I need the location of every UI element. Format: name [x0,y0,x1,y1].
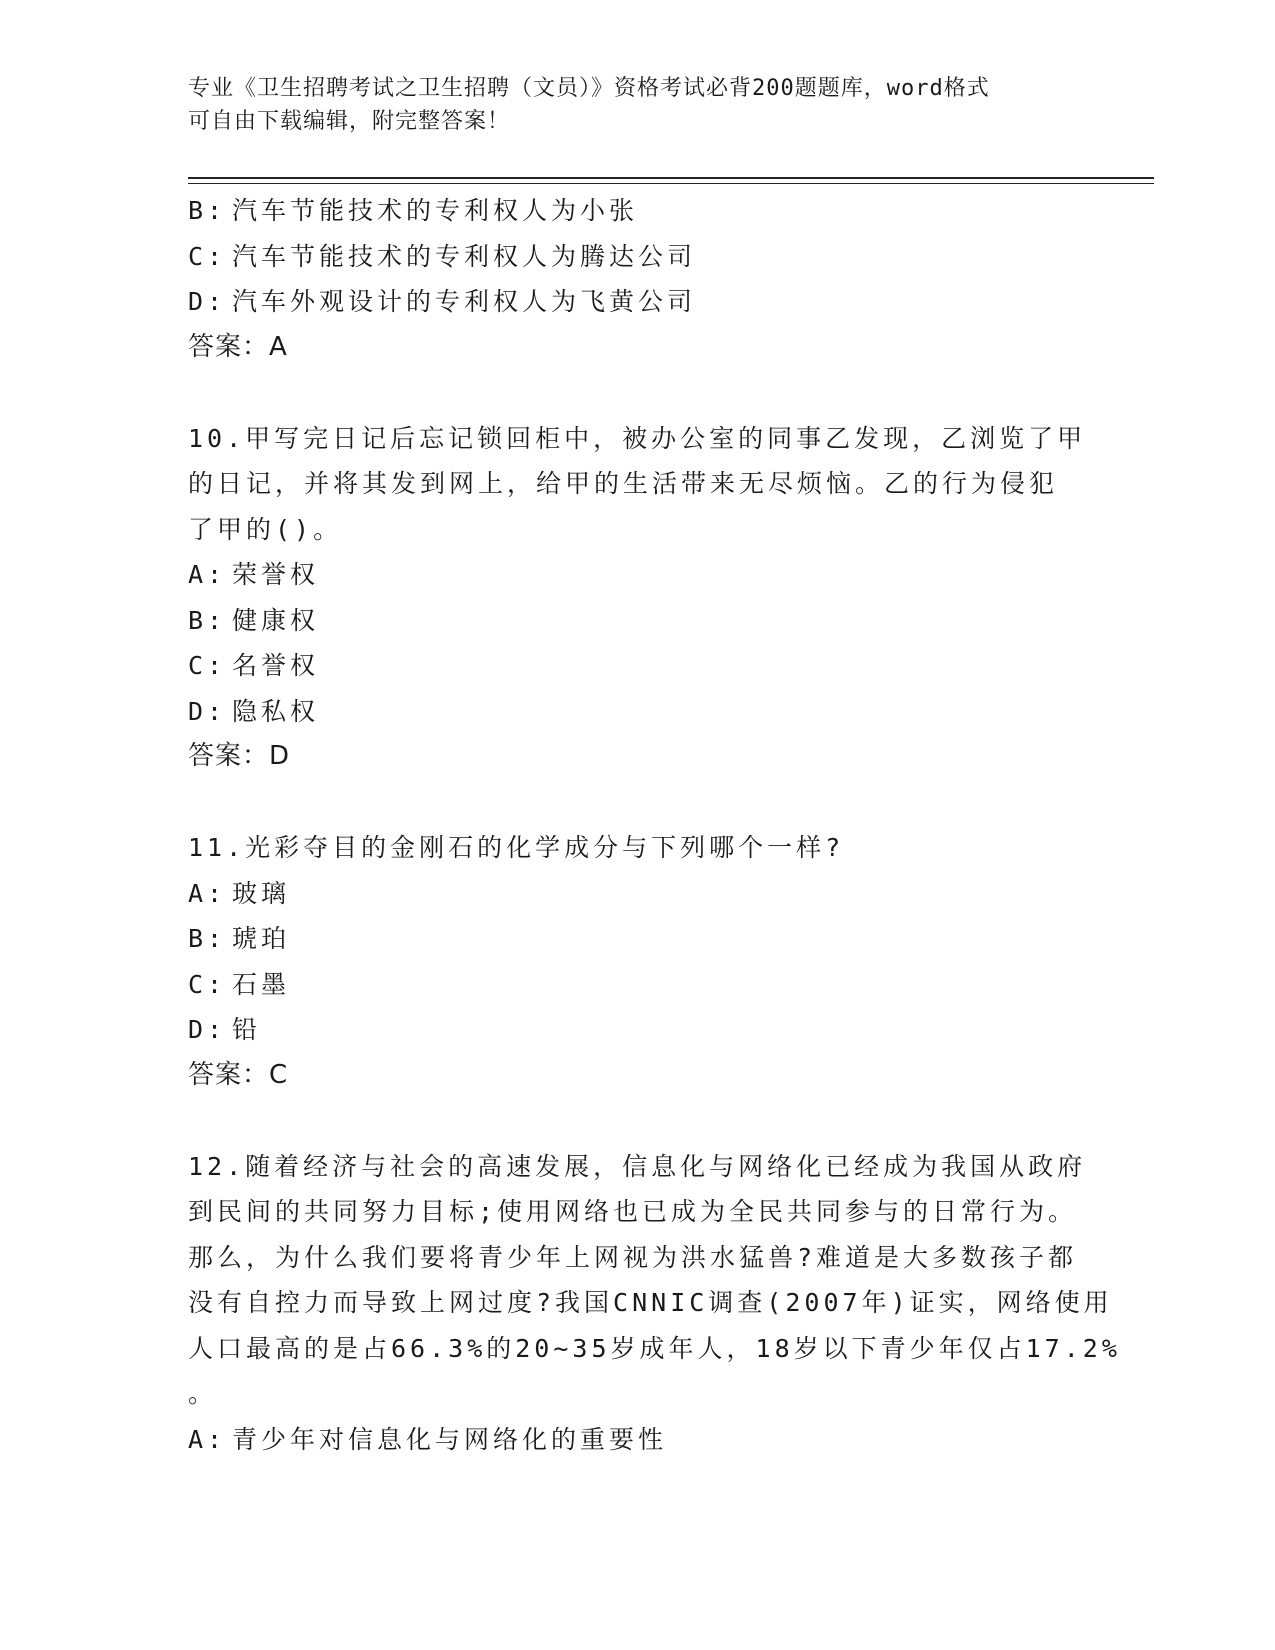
question-9 [188,188,1088,370]
option-a: A: 玻璃 [188,878,291,908]
question-11 [188,825,1088,1098]
question-text: 10.甲写完日记后忘记锁回柜中，被办公室的同事乙发现，乙浏览了甲 的日记，并将其发到网上，给甲的生活带来无尽烦恼。乙的行为侵犯 了甲的()。 [188,423,1087,544]
question-10 [188,416,1088,780]
option-b: B: 琥珀 [188,924,291,953]
option-b: B: 汽车节能技术的专利权人为小张 [188,196,639,225]
option-a: A: 青少年对信息化与网络化的重要性 [188,1424,668,1454]
option-c: C: 汽车节能技术的专利权人为腾达公司 [188,241,697,271]
option-d: D: 汽车外观设计的专利权人为飞黄公司 [188,287,697,316]
question-text: 12.随着经济与社会的高速发展，信息化与网络化已经成为我国从政府 到民间的共同努力目标;使用网络也已成为全民共同参与的日常行为。 那么，为什么我们要将青少年上网视为洪水猛兽?难道是大多数孩子都 没有自控力而导致上网过度?我国CNNIC调查(2007年)证实，网络使用 人口最高的是占66.3%的20~35岁成年人，18岁以下青少年仅占17.2% 。 [188,1151,1121,1408]
option-c: C: 名誉权 [188,651,320,680]
header-line-2: 可自由下载编辑，附完整答案！ [188,109,511,134]
question-content [188,188,1121,1462]
answer: 答案：C [188,1059,289,1090]
document-header [188,72,1068,138]
question-text: 11.光彩夺目的金刚石的化学成分与下列哪个一样? [188,833,845,862]
question-12 [188,1144,1121,1463]
option-d: D: 隐私权 [188,696,320,726]
header-rule-thick [188,177,1154,179]
option-d: D: 铅 [188,1015,262,1044]
header-rule-thin [188,183,1154,184]
option-c: C: 石墨 [188,969,291,999]
answer: 答案：A [188,331,288,362]
answer: 答案：D [188,741,291,771]
option-b: B: 健康权 [188,605,320,635]
header-line-1: 专业《卫生招聘考试之卫生招聘（文员）》资格考试必背200题题库，word格式 [188,76,990,101]
option-a: A: 荣誉权 [188,560,320,589]
